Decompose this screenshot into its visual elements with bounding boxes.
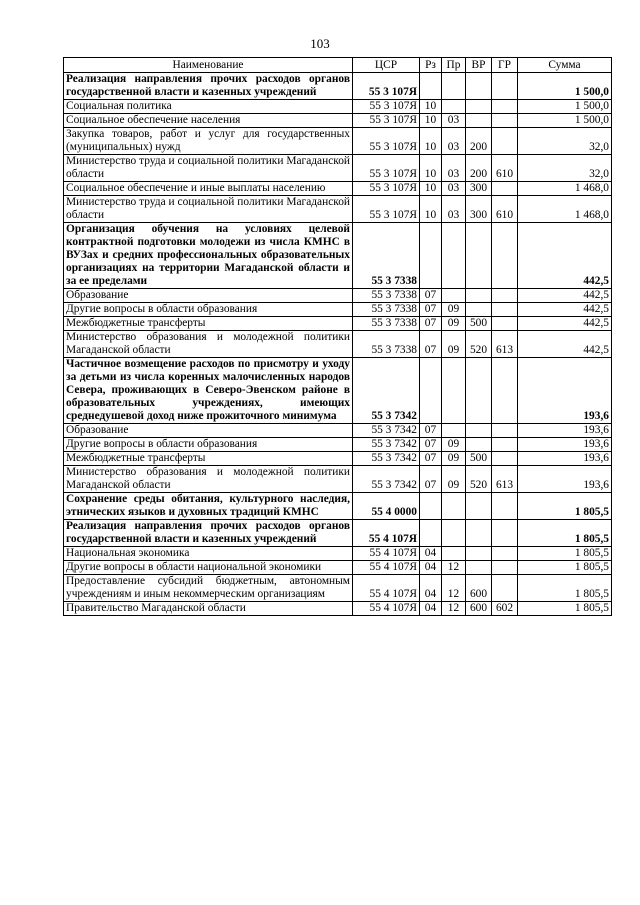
cell-rz: 07 [420,424,442,438]
cell-csr: 55 3 7342 [353,424,420,438]
cell-gr [492,73,518,100]
cell-csr: 55 3 107Я [353,155,420,182]
cell-gr: 610 [492,155,518,182]
cell-gr [492,561,518,575]
table-row [64,128,612,155]
header-csr: ЦСР [353,58,420,73]
cell-pr: 03 [442,155,466,182]
cell-vr: 520 [466,331,492,358]
cell-rz [420,493,442,520]
cell-rz: 07 [420,303,442,317]
table-row [64,424,612,438]
cell-sum: 1 805,5 [518,493,612,520]
cell-sum: 1 805,5 [518,520,612,547]
cell-vr: 500 [466,317,492,331]
cell-csr: 55 3 107Я [353,128,420,155]
table-row [64,575,612,602]
cell-csr: 55 4 107Я [353,561,420,575]
cell-csr: 55 4 107Я [353,575,420,602]
cell-pr [442,520,466,547]
cell-rz: 04 [420,547,442,561]
cell-sum: 193,6 [518,424,612,438]
header-vr: ВР [466,58,492,73]
cell-name: Сохранение среды обитания, культурного наследия, этнических языков и духовных традиций КМНС [64,493,353,520]
cell-rz: 10 [420,100,442,114]
cell-pr: 03 [442,196,466,223]
cell-sum: 1 805,5 [518,547,612,561]
cell-csr: 55 3 107Я [353,182,420,196]
cell-csr: 55 3 7338 [353,303,420,317]
header-rz: Рз [420,58,442,73]
cell-csr: 55 3 7342 [353,438,420,452]
cell-name: Министерство труда и социальной политики Магаданской области [64,155,353,182]
cell-rz [420,223,442,289]
cell-rz [420,358,442,424]
cell-pr: 03 [442,114,466,128]
cell-pr: 12 [442,561,466,575]
cell-sum: 1 500,0 [518,73,612,100]
cell-csr: 55 3 7338 [353,223,420,289]
cell-gr [492,493,518,520]
cell-rz: 04 [420,575,442,602]
cell-sum: 442,5 [518,303,612,317]
budget-table [63,57,612,616]
cell-sum: 32,0 [518,155,612,182]
table-row [64,114,612,128]
cell-csr: 55 3 7338 [353,317,420,331]
cell-name: Министерство труда и социальной политики Магаданской области [64,196,353,223]
cell-gr [492,303,518,317]
cell-vr [466,438,492,452]
cell-vr [466,561,492,575]
header-sum: Сумма [518,58,612,73]
cell-vr: 520 [466,466,492,493]
cell-vr [466,303,492,317]
cell-pr: 09 [442,303,466,317]
cell-name: Образование [64,424,353,438]
cell-name: Образование [64,289,353,303]
cell-name: Межбюджетные трансферты [64,452,353,466]
cell-csr: 55 3 7338 [353,331,420,358]
cell-rz: 07 [420,438,442,452]
cell-csr: 55 4 0000 [353,493,420,520]
cell-name: Другие вопросы в области национальной экономики [64,561,353,575]
table-row [64,358,612,424]
cell-gr [492,114,518,128]
cell-rz: 04 [420,561,442,575]
cell-csr: 55 3 7342 [353,466,420,493]
cell-rz: 10 [420,196,442,223]
cell-pr: 09 [442,452,466,466]
cell-sum: 442,5 [518,289,612,303]
cell-csr: 55 3 107Я [353,73,420,100]
cell-gr [492,520,518,547]
cell-gr [492,289,518,303]
cell-rz: 10 [420,182,442,196]
table-body [64,73,612,616]
cell-name: Реализация направления прочих расходов органов государственной власти и казенных учреждений [64,73,353,100]
table-row [64,303,612,317]
cell-name: Предоставление субсидий бюджетным, автономным учреждениям и иным некоммерческим организациям [64,575,353,602]
cell-vr [466,100,492,114]
cell-name: Другие вопросы в области образования [64,303,353,317]
cell-name: Национальная экономика [64,547,353,561]
cell-vr [466,114,492,128]
cell-pr [442,547,466,561]
cell-rz: 07 [420,289,442,303]
cell-name: Межбюджетные трансферты [64,317,353,331]
header-name: Наименование [64,58,353,73]
cell-name: Реализация направления прочих расходов органов государственной власти и казенных учреждений [64,520,353,547]
table-header-row [64,58,612,73]
table-row [64,493,612,520]
cell-vr [466,424,492,438]
table-row [64,317,612,331]
page-number: 103 [310,36,330,51]
table-row [64,331,612,358]
cell-gr [492,452,518,466]
table-row [64,100,612,114]
cell-sum: 193,6 [518,452,612,466]
cell-vr: 200 [466,155,492,182]
cell-sum: 32,0 [518,128,612,155]
cell-pr [442,73,466,100]
table-row [64,452,612,466]
cell-sum: 193,6 [518,466,612,493]
cell-csr: 55 3 107Я [353,196,420,223]
table-row [64,155,612,182]
cell-name: Организация обучения на условиях целевой контрактной подготовки молодежи из числа КМНС в ВУЗах и средних профессиональных образовательных организациях на территории Магаданской области и за ее пределами [64,223,353,289]
cell-pr [442,223,466,289]
table-row [64,223,612,289]
table-row [64,438,612,452]
cell-vr: 300 [466,182,492,196]
cell-sum: 1 805,5 [518,602,612,616]
table-row [64,520,612,547]
cell-rz: 07 [420,452,442,466]
cell-pr [442,493,466,520]
cell-gr [492,358,518,424]
cell-sum: 1 500,0 [518,100,612,114]
table-row [64,182,612,196]
cell-vr: 500 [466,452,492,466]
cell-sum: 1 805,5 [518,575,612,602]
cell-rz [420,73,442,100]
cell-name: Министерство образования и молодежной политики Магаданской области [64,331,353,358]
cell-pr: 12 [442,602,466,616]
cell-pr: 09 [442,317,466,331]
cell-vr [466,493,492,520]
cell-sum: 442,5 [518,331,612,358]
cell-gr [492,317,518,331]
table-row [64,561,612,575]
cell-pr [442,289,466,303]
cell-sum: 442,5 [518,317,612,331]
cell-pr: 03 [442,182,466,196]
cell-name: Другие вопросы в области образования [64,438,353,452]
cell-pr [442,100,466,114]
cell-gr [492,223,518,289]
cell-csr: 55 3 7338 [353,289,420,303]
cell-vr: 600 [466,602,492,616]
cell-rz: 04 [420,602,442,616]
cell-vr: 600 [466,575,492,602]
table-row [64,289,612,303]
cell-sum: 1 500,0 [518,114,612,128]
cell-pr: 03 [442,128,466,155]
table-row [64,466,612,493]
cell-name: Правительство Магаданской области [64,602,353,616]
cell-pr: 09 [442,466,466,493]
cell-sum: 1 468,0 [518,196,612,223]
cell-gr: 602 [492,602,518,616]
cell-rz: 10 [420,155,442,182]
cell-name: Социальная политика [64,100,353,114]
cell-gr [492,100,518,114]
cell-pr: 12 [442,575,466,602]
cell-rz: 10 [420,128,442,155]
cell-gr: 610 [492,196,518,223]
cell-gr [492,547,518,561]
cell-name: Социальное обеспечение и иные выплаты населению [64,182,353,196]
table-row [64,547,612,561]
cell-name: Закупка товаров, работ и услуг для государственных (муниципальных) нужд [64,128,353,155]
cell-vr [466,520,492,547]
cell-csr: 55 4 107Я [353,520,420,547]
cell-gr [492,438,518,452]
cell-pr: 09 [442,331,466,358]
cell-gr [492,575,518,602]
cell-vr [466,358,492,424]
cell-gr [492,182,518,196]
cell-vr: 300 [466,196,492,223]
cell-gr: 613 [492,466,518,493]
cell-gr [492,128,518,155]
cell-name: Министерство образования и молодежной политики Магаданской области [64,466,353,493]
cell-rz [420,520,442,547]
cell-rz: 07 [420,317,442,331]
cell-pr [442,358,466,424]
cell-vr [466,223,492,289]
cell-name: Частичное возмещение расходов по присмотру и уходу за детьми из числа коренных малочисленных народов Севера, проживающих в Северо-Эвенском районе в образовательных учреждениях, имеющих среднедушевой доход ниже прожиточного минимума [64,358,353,424]
cell-sum: 442,5 [518,223,612,289]
header-pr: Пр [442,58,466,73]
table-row [64,602,612,616]
cell-gr [492,424,518,438]
cell-csr: 55 3 107Я [353,100,420,114]
cell-rz: 10 [420,114,442,128]
header-gr: ГР [492,58,518,73]
cell-csr: 55 3 107Я [353,114,420,128]
table-row [64,196,612,223]
cell-sum: 1 805,5 [518,561,612,575]
cell-pr: 09 [442,438,466,452]
cell-vr [466,73,492,100]
cell-rz: 07 [420,466,442,493]
cell-csr: 55 4 107Я [353,547,420,561]
cell-name: Социальное обеспечение населения [64,114,353,128]
table-row [64,73,612,100]
cell-sum: 193,6 [518,438,612,452]
cell-rz: 07 [420,331,442,358]
cell-sum: 1 468,0 [518,182,612,196]
cell-vr [466,289,492,303]
cell-sum: 193,6 [518,358,612,424]
cell-vr [466,547,492,561]
cell-csr: 55 4 107Я [353,602,420,616]
cell-vr: 200 [466,128,492,155]
cell-csr: 55 3 7342 [353,452,420,466]
cell-gr: 613 [492,331,518,358]
cell-csr: 55 3 7342 [353,358,420,424]
cell-pr [442,424,466,438]
